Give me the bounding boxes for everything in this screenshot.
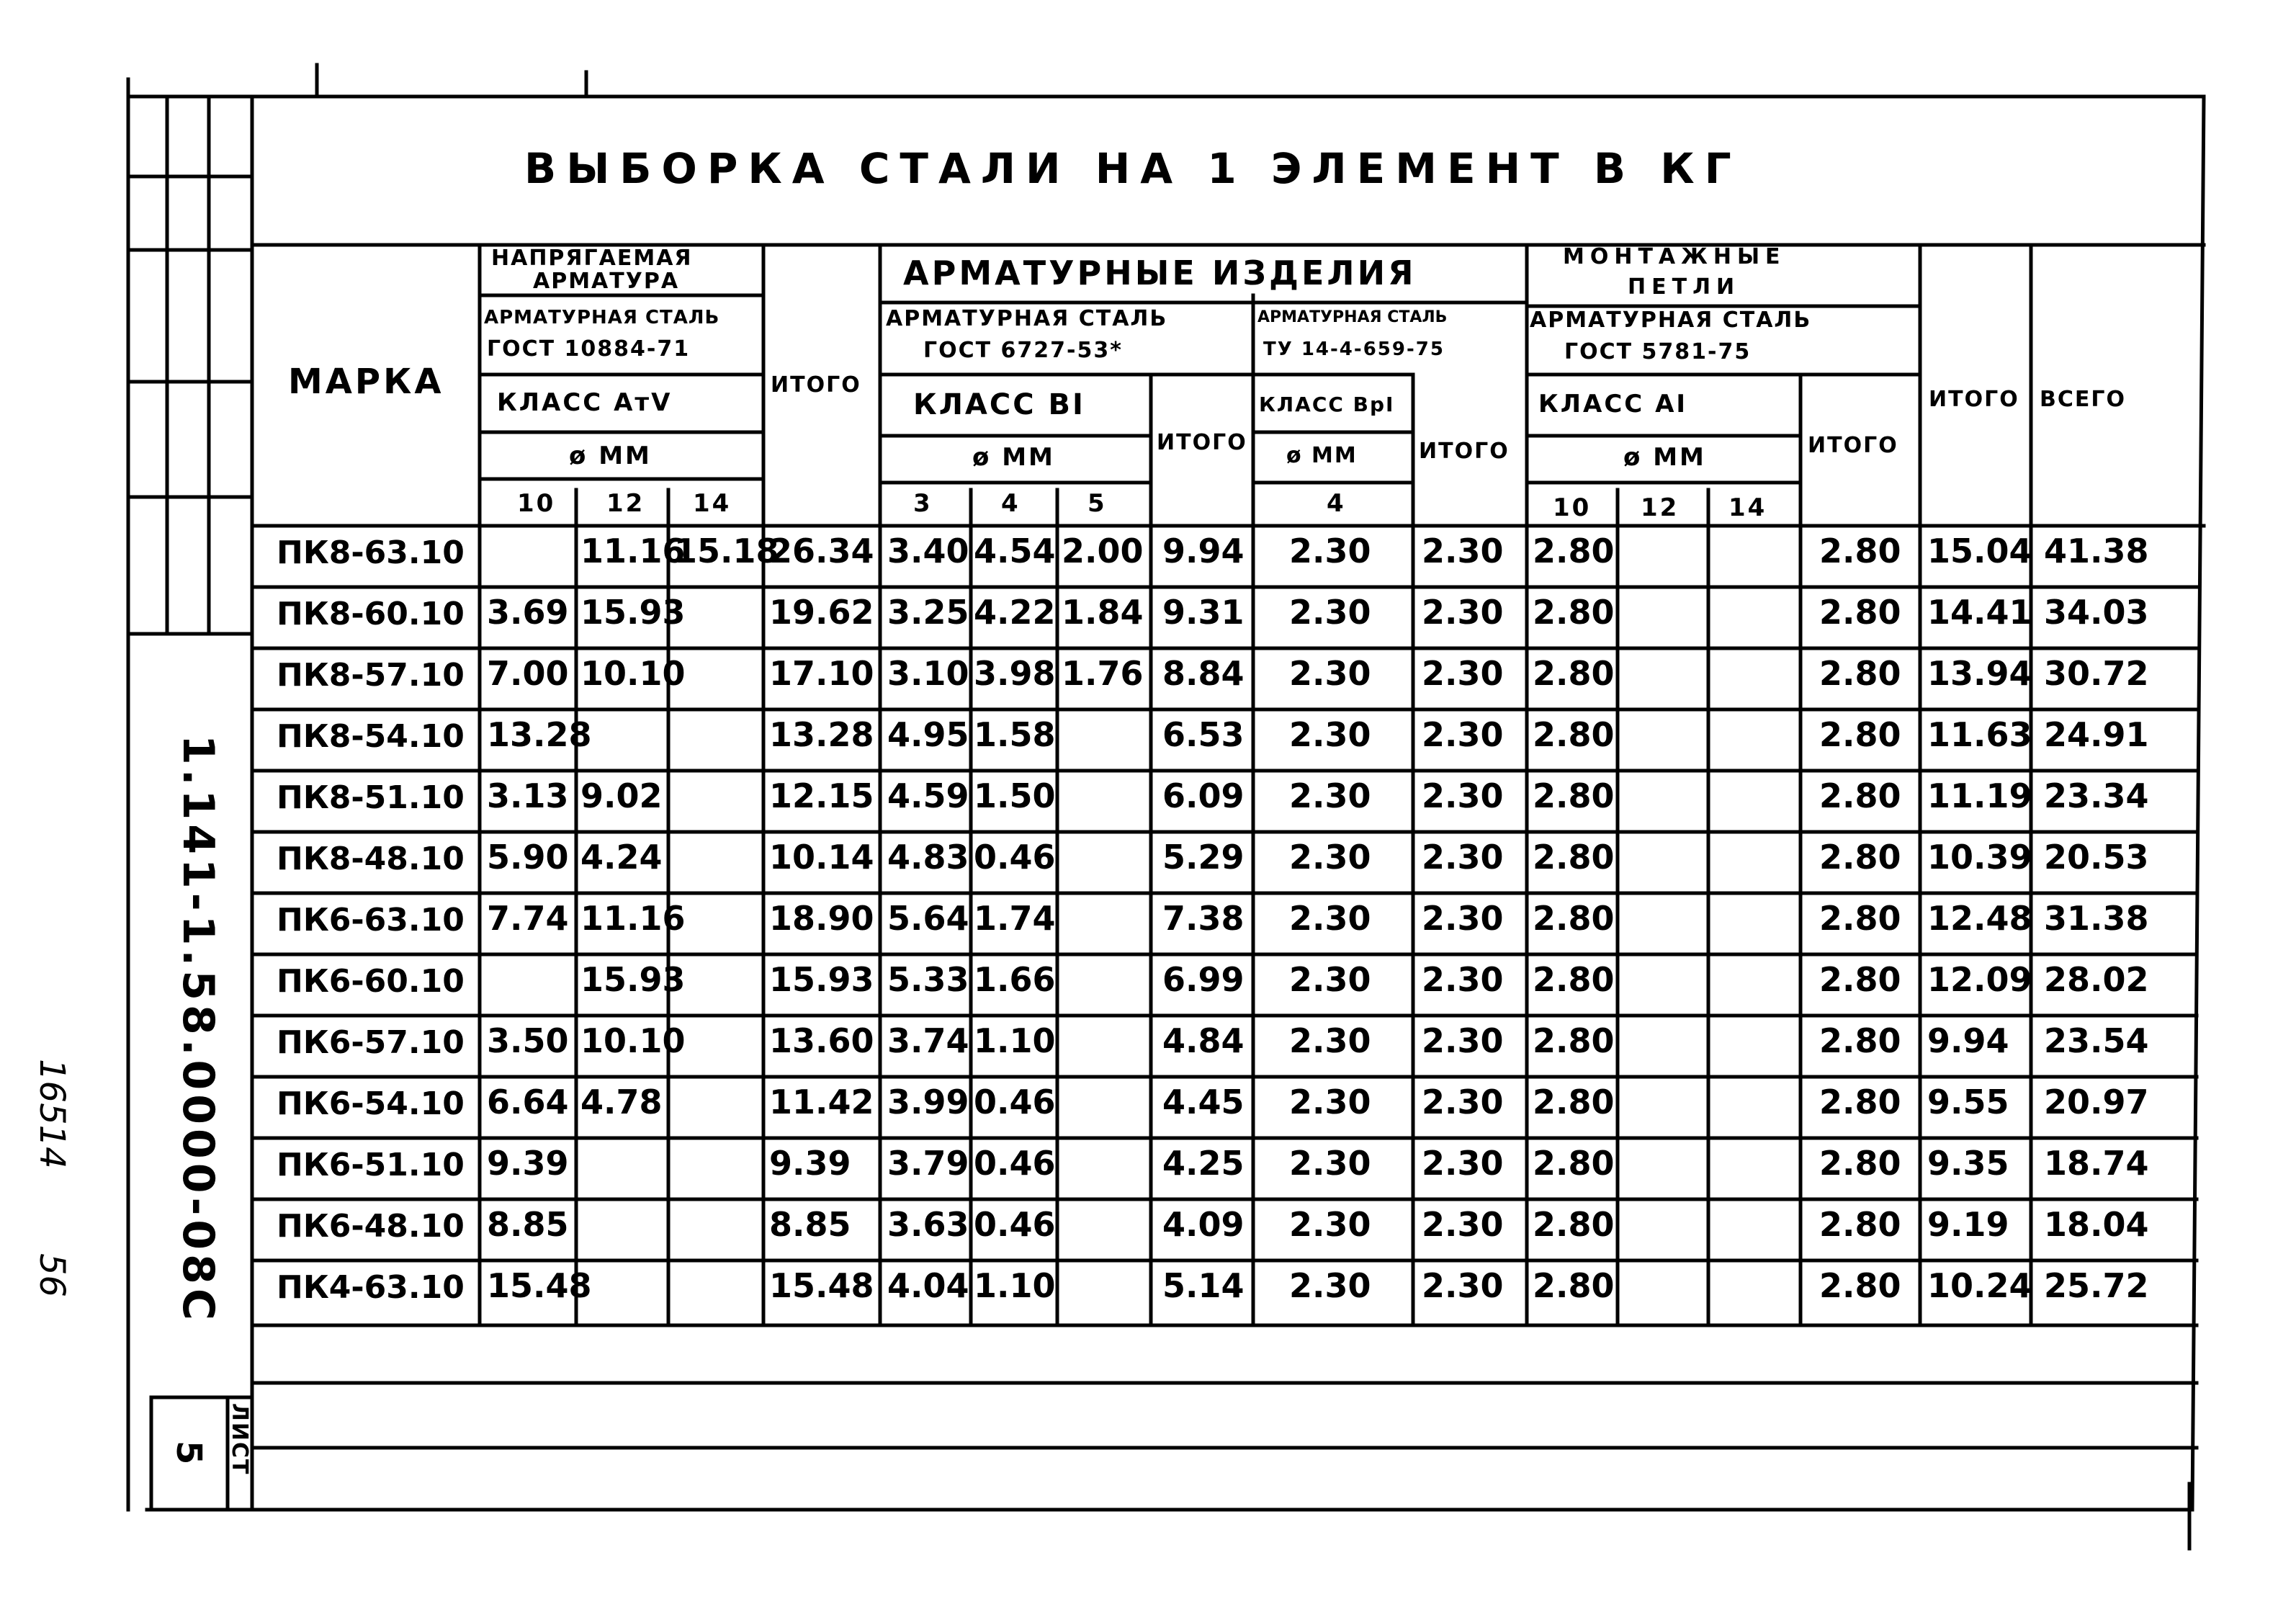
table-cell: 7.74 <box>487 899 569 938</box>
table-cell: 5.33 <box>887 960 969 999</box>
table-cell: 2.80 <box>1533 593 1615 632</box>
row-marka: ПК8-51.10 <box>277 779 465 816</box>
table-cell: 26.34 <box>769 532 874 570</box>
header-d-14b: 14 <box>1728 493 1767 522</box>
table-cell: 10.14 <box>769 838 874 877</box>
header-arm-izdeliya: АРМАТУРНЫЕ ИЗДЕЛИЯ <box>903 254 1417 292</box>
table-cell: 3.63 <box>887 1205 969 1244</box>
table-cell: 9.02 <box>580 776 663 815</box>
table-cell: 5.64 <box>887 899 969 938</box>
header-phi-mm-2: ø ММ <box>972 443 1055 472</box>
table-cell: 2.80 <box>1533 838 1615 877</box>
header-phi-mm-3: ø ММ <box>1286 443 1358 468</box>
table-cell: 8.85 <box>487 1205 569 1244</box>
header-itogo-1: ИТОГО <box>771 372 861 398</box>
table-cell: 12.09 <box>1927 960 2032 999</box>
header-phi-mm-4: ø ММ <box>1623 443 1706 472</box>
table-cell: 2.80 <box>1819 654 1901 693</box>
header-itogo-2: ИТОГО <box>1157 430 1247 455</box>
table-cell: 2.00 <box>1062 532 1144 570</box>
table-cell: 2.80 <box>1819 1144 1901 1183</box>
table-cell: 9.31 <box>1162 593 1245 632</box>
table-cell: 2.80 <box>1533 532 1615 570</box>
table-cell: 1.84 <box>1062 593 1144 632</box>
table-cell: 2.30 <box>1289 715 1371 754</box>
row-marka: ПК8-57.10 <box>277 657 465 694</box>
header-gost5781: ГОСТ 5781-75 <box>1564 339 1752 364</box>
table-cell: 1.10 <box>974 1021 1056 1060</box>
header-vsego: ВСЕГО <box>2040 387 2126 412</box>
table-cell: 13.28 <box>769 715 874 754</box>
list-number: 5 <box>169 1441 209 1465</box>
table-cell: 2.30 <box>1422 593 1504 632</box>
table-cell: 4.95 <box>887 715 969 754</box>
header-d-10a: 10 <box>517 489 556 518</box>
table-cell: 4.54 <box>974 532 1056 570</box>
header-marka: МАРКА <box>288 362 444 402</box>
table-cell: 13.94 <box>1927 654 2032 693</box>
table-cell: 2.80 <box>1819 532 1901 570</box>
header-montazh: МОНТАЖНЫЕ <box>1563 244 1786 269</box>
table-cell: 3.69 <box>487 593 569 632</box>
table-cell: 24.91 <box>2044 715 2149 754</box>
table-cell: 2.30 <box>1422 532 1504 570</box>
table-cell: 6.53 <box>1162 715 1245 754</box>
header-gost6727: ГОСТ 6727-53* <box>923 338 1123 363</box>
table-cell: 2.80 <box>1819 1266 1901 1305</box>
row-marka: ПК8-63.10 <box>277 534 465 571</box>
table-cell: 12.15 <box>769 776 874 815</box>
table-cell: 15.18 <box>674 532 779 570</box>
table-cell: 12.48 <box>1927 899 2032 938</box>
table-cell: 3.10 <box>887 654 969 693</box>
table-cell: 9.19 <box>1927 1205 2009 1244</box>
table-cell: 10.24 <box>1927 1266 2032 1305</box>
table-cell: 2.30 <box>1422 715 1504 754</box>
table-cell: 15.93 <box>580 593 686 632</box>
table-cell: 2.30 <box>1289 532 1371 570</box>
table-cell: 2.30 <box>1422 654 1504 693</box>
table-cell: 2.30 <box>1422 960 1504 999</box>
table-cell: 9.94 <box>1162 532 1245 570</box>
table-cell: 1.74 <box>974 899 1056 938</box>
table-cell: 18.04 <box>2044 1205 2149 1244</box>
header-klass-atv: КЛАСС АтⅤ <box>497 388 673 417</box>
table-cell: 13.28 <box>487 715 592 754</box>
table-cell: 2.30 <box>1422 1144 1504 1183</box>
table-cell: 9.94 <box>1927 1021 2009 1060</box>
header-d-3: 3 <box>913 489 933 518</box>
table-cell: 4.78 <box>580 1083 663 1121</box>
table-cell: 9.35 <box>1927 1144 2009 1183</box>
table-cell: 0.46 <box>974 838 1056 877</box>
table-cell: 2.30 <box>1289 1144 1371 1183</box>
table-cell: 11.63 <box>1927 715 2032 754</box>
table-cell: 2.30 <box>1289 838 1371 877</box>
header-gost10884: ГОСТ 10884-71 <box>487 336 691 362</box>
header-tu: ТУ 14-4-659-75 <box>1263 339 1445 360</box>
table-cell: 0.46 <box>974 1083 1056 1121</box>
table-cell: 10.10 <box>580 1021 686 1060</box>
margin-note-2: 56 <box>32 1253 72 1298</box>
table-cell: 2.30 <box>1289 1083 1371 1121</box>
table-cell: 2.80 <box>1819 960 1901 999</box>
row-marka: ПК6-54.10 <box>277 1085 465 1122</box>
table-cell: 3.25 <box>887 593 969 632</box>
header-phi-mm-1: ø ММ <box>569 442 652 470</box>
header-armstal-1: АРМАТУРНАЯ СТАЛЬ <box>484 307 720 328</box>
table-cell: 3.74 <box>887 1021 969 1060</box>
table-cell: 10.39 <box>1927 838 2032 877</box>
header-itogo-5: ИТОГО <box>1929 387 2019 412</box>
table-cell: 10.10 <box>580 654 686 693</box>
table-cell: 3.98 <box>974 654 1056 693</box>
table-cell: 20.97 <box>2044 1083 2149 1121</box>
table-cell: 2.30 <box>1289 1266 1371 1305</box>
table-cell: 15.48 <box>487 1266 592 1305</box>
table-cell: 2.80 <box>1819 593 1901 632</box>
table-cell: 2.80 <box>1819 776 1901 815</box>
table-cell: 4.22 <box>974 593 1056 632</box>
row-marka: ПК8-60.10 <box>277 596 465 632</box>
table-cell: 11.19 <box>1927 776 2032 815</box>
table-cell: 5.90 <box>487 838 569 877</box>
table-cell: 2.80 <box>1819 1083 1901 1121</box>
table-cell: 2.80 <box>1533 960 1615 999</box>
header-klass-bi: КЛАСС ВⅠ <box>913 388 1085 421</box>
table-cell: 4.04 <box>887 1266 969 1305</box>
table-cell: 11.42 <box>769 1083 874 1121</box>
table-cell: 18.74 <box>2044 1144 2149 1183</box>
table-cell: 30.72 <box>2044 654 2149 693</box>
table-cell: 31.38 <box>2044 899 2149 938</box>
table-cell: 6.64 <box>487 1083 569 1121</box>
table-cell: 1.58 <box>974 715 1056 754</box>
table-cell: 2.30 <box>1289 776 1371 815</box>
row-marka: ПК8-54.10 <box>277 718 465 755</box>
header-itogo-3: ИТОГО <box>1419 439 1510 464</box>
header-d-12b: 12 <box>1641 493 1680 522</box>
table-cell: 1.66 <box>974 960 1056 999</box>
table-cell: 8.85 <box>769 1205 851 1244</box>
header-d-4a: 4 <box>1001 489 1021 518</box>
table-cell: 3.99 <box>887 1083 969 1121</box>
table-cell: 2.30 <box>1422 776 1504 815</box>
table-cell: 14.41 <box>1927 593 2032 632</box>
table-cell: 2.80 <box>1819 1205 1901 1244</box>
table-cell: 25.72 <box>2044 1266 2149 1305</box>
header-armstal-3: АРМАТУРНАЯ СТАЛЬ <box>1257 308 1448 326</box>
table-cell: 9.39 <box>769 1144 851 1183</box>
table-cell: 2.80 <box>1533 1205 1615 1244</box>
table-cell: 3.40 <box>887 532 969 570</box>
table-cell: 23.34 <box>2044 776 2149 815</box>
table-cell: 4.45 <box>1162 1083 1245 1121</box>
table-cell: 1.10 <box>974 1266 1056 1305</box>
table-cell: 1.76 <box>1062 654 1144 693</box>
table-cell: 11.16 <box>580 532 686 570</box>
table-cell: 2.30 <box>1289 960 1371 999</box>
table-cell: 2.80 <box>1819 1021 1901 1060</box>
header-d-14a: 14 <box>693 489 732 518</box>
table-cell: 2.30 <box>1422 899 1504 938</box>
header-d-4b: 4 <box>1327 489 1346 518</box>
page-title: ВЫБОРКА СТАЛИ НА 1 ЭЛЕМЕНТ В КГ <box>524 144 1741 193</box>
row-marka: ПК6-51.10 <box>277 1147 465 1183</box>
table-cell: 2.30 <box>1422 1021 1504 1060</box>
row-marka: ПК8-48.10 <box>277 841 465 877</box>
margin-note-1: 16514 <box>32 1059 72 1169</box>
table-cell: 6.09 <box>1162 776 1245 815</box>
table-cell: 0.46 <box>974 1205 1056 1244</box>
header-d-10b: 10 <box>1553 493 1592 522</box>
header-armatura: АРМАТУРА <box>533 269 680 294</box>
header-petli: ПЕТЛИ <box>1628 274 1741 300</box>
header-d-12a: 12 <box>606 489 645 518</box>
table-cell: 2.80 <box>1533 654 1615 693</box>
table-cell: 2.80 <box>1819 838 1901 877</box>
table-cell: 2.30 <box>1422 838 1504 877</box>
table-cell: 1.50 <box>974 776 1056 815</box>
table-cell: 5.29 <box>1162 838 1245 877</box>
table-cell: 2.80 <box>1533 1021 1615 1060</box>
table-cell: 2.30 <box>1422 1205 1504 1244</box>
table-cell: 2.80 <box>1533 776 1615 815</box>
table-cell: 34.03 <box>2044 593 2149 632</box>
table-cell: 19.62 <box>769 593 874 632</box>
table-cell: 2.30 <box>1289 899 1371 938</box>
table-cell: 4.84 <box>1162 1021 1245 1060</box>
table-cell: 4.09 <box>1162 1205 1245 1244</box>
table-cell: 4.59 <box>887 776 969 815</box>
row-marka: ПК6-48.10 <box>277 1208 465 1245</box>
table-cell: 11.16 <box>580 899 686 938</box>
table-cell: 41.38 <box>2044 532 2149 570</box>
header-napryag: НАПРЯГАЕМАЯ <box>491 246 693 271</box>
table-cell: 7.00 <box>487 654 569 693</box>
table-cell: 9.39 <box>487 1144 569 1183</box>
table-cell: 2.80 <box>1533 715 1615 754</box>
table-cell: 18.90 <box>769 899 874 938</box>
table-cell: 2.30 <box>1289 593 1371 632</box>
table-cell: 2.80 <box>1533 899 1615 938</box>
row-marka: ПК6-60.10 <box>277 963 465 1000</box>
header-itogo-4: ИТОГО <box>1808 433 1898 458</box>
table-cell: 2.80 <box>1533 1083 1615 1121</box>
table-cell: 15.04 <box>1927 532 2032 570</box>
row-marka: ПК6-57.10 <box>277 1024 465 1061</box>
doc-code: 1.141-1.58.0000-08С <box>173 735 223 1325</box>
table-cell: 2.30 <box>1289 654 1371 693</box>
table-cell: 2.30 <box>1289 1205 1371 1244</box>
table-cell: 2.30 <box>1289 1021 1371 1060</box>
table-cell: 4.25 <box>1162 1144 1245 1183</box>
table-cell: 4.24 <box>580 838 663 877</box>
table-cell: 2.80 <box>1819 899 1901 938</box>
table-cell: 15.93 <box>769 960 874 999</box>
header-d-5: 5 <box>1088 489 1107 518</box>
table-cell: 20.53 <box>2044 838 2149 877</box>
header-armstal-4: АРМАТУРНАЯ СТАЛЬ <box>1530 308 1812 333</box>
table-cell: 3.13 <box>487 776 569 815</box>
table-cell: 15.48 <box>769 1266 874 1305</box>
table-cell: 8.84 <box>1162 654 1245 693</box>
table-cell: 4.83 <box>887 838 969 877</box>
table-cell: 13.60 <box>769 1021 874 1060</box>
row-marka: ПК6-63.10 <box>277 902 465 939</box>
table-cell: 2.80 <box>1819 715 1901 754</box>
header-armstal-2: АРМАТУРНАЯ СТАЛЬ <box>886 306 1168 331</box>
table-cell: 7.38 <box>1162 899 1245 938</box>
table-cell: 2.30 <box>1422 1266 1504 1305</box>
table-cell: 2.30 <box>1422 1083 1504 1121</box>
table-cell: 5.14 <box>1162 1266 1245 1305</box>
table-cell: 17.10 <box>769 654 874 693</box>
table-cell: 3.79 <box>887 1144 969 1183</box>
list-label: ЛИСТ <box>227 1403 252 1476</box>
table-cell: 0.46 <box>974 1144 1056 1183</box>
table-cell: 23.54 <box>2044 1021 2149 1060</box>
row-marka: ПК4-63.10 <box>277 1269 465 1306</box>
table-cell: 6.99 <box>1162 960 1245 999</box>
table-cell: 2.80 <box>1533 1144 1615 1183</box>
header-klass-ai: КЛАСС АⅠ <box>1538 390 1688 418</box>
table-cell: 2.80 <box>1533 1266 1615 1305</box>
table-cell: 9.55 <box>1927 1083 2009 1121</box>
header-klass-bri: КЛАСС ВрⅠ <box>1259 393 1395 416</box>
table-cell: 28.02 <box>2044 960 2149 999</box>
table-cell: 3.50 <box>487 1021 569 1060</box>
table-cell: 15.93 <box>580 960 686 999</box>
